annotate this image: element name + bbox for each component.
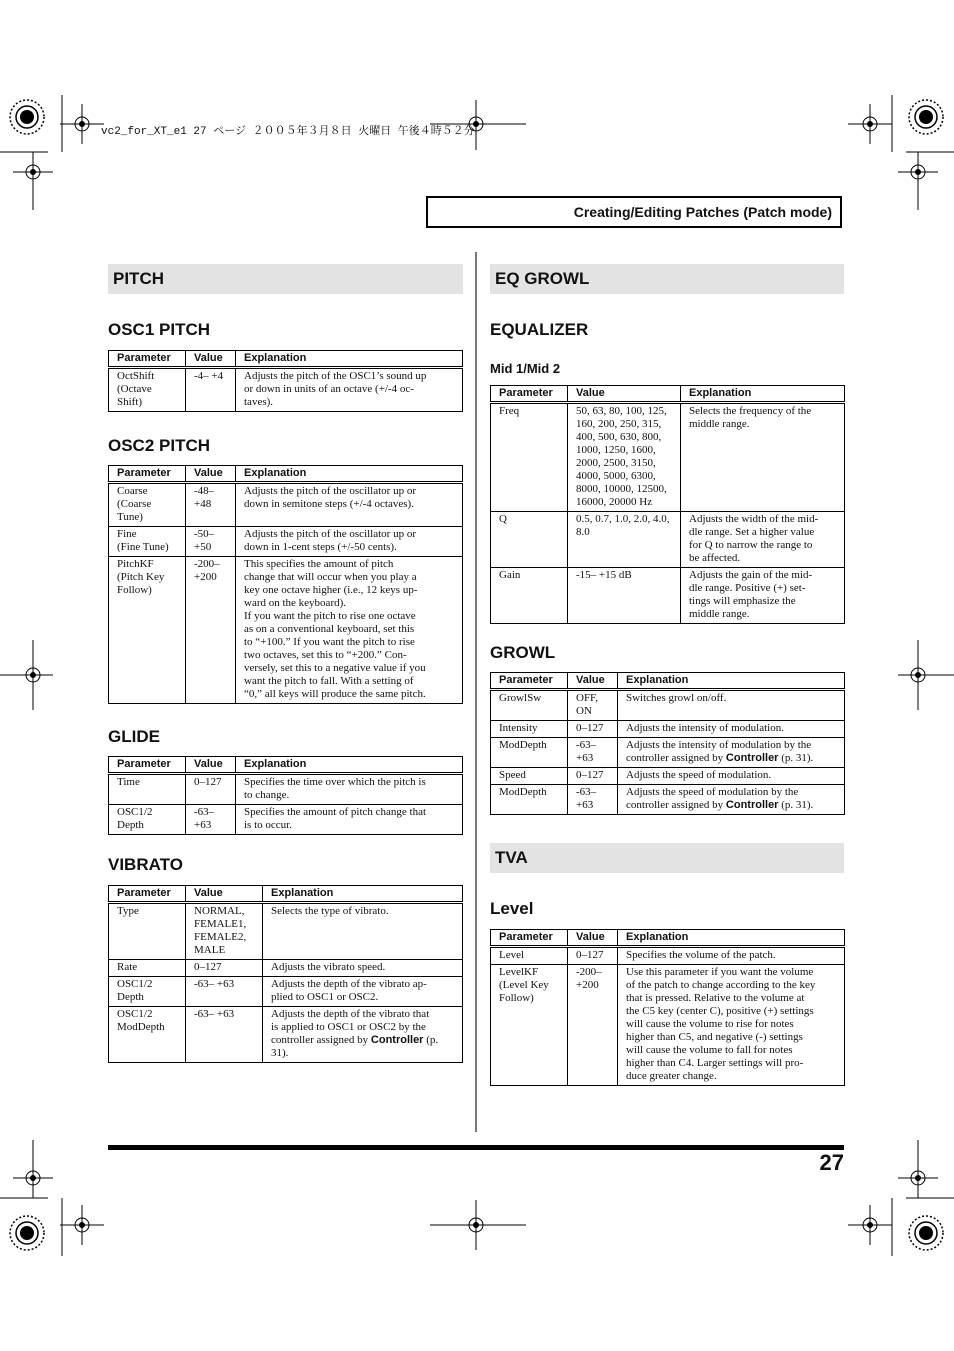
param-cell: OctShift (Octave Shift): [109, 368, 186, 412]
vibrato-title: VIBRATO: [108, 855, 183, 874]
col-header-value: Value: [568, 930, 618, 947]
eq-growl-section-bar: EQ GROWL: [490, 264, 844, 294]
value-cell: -50– +50: [186, 527, 236, 557]
explanation-cell: Specifies the time over which the pitch is to change.: [236, 774, 463, 805]
param-cell: Rate: [109, 960, 186, 977]
value-cell: 0–127: [568, 947, 618, 965]
col-header-explanation: Explanation: [236, 351, 463, 368]
header-title: Creating/Editing Patches (Patch mode): [426, 196, 842, 228]
table-row: [109, 960, 463, 977]
col-header-parameter: Parameter: [109, 466, 186, 483]
value-cell: OFF, ON: [568, 690, 618, 721]
table-row: [109, 805, 463, 835]
col-header-value: Value: [186, 886, 263, 903]
table-row: [109, 368, 463, 412]
explanation-cell: [263, 1007, 463, 1063]
value-cell: -63– +63: [186, 805, 236, 835]
col-header-parameter: Parameter: [109, 886, 186, 903]
explanation-text: Adjusts the speed of modulation by the controller assigned by: [626, 786, 799, 811]
value-cell: -63– +63: [186, 977, 263, 1007]
explanation-cell: Switches growl on/off.: [618, 690, 845, 721]
value-cell: 0.5, 0.7, 1.0, 2.0, 4.0, 8.0: [568, 512, 681, 568]
page-number: 27: [819, 1150, 844, 1175]
growl-table: [490, 672, 845, 815]
value-cell: -63– +63: [568, 785, 618, 815]
param-cell: Fine (Fine Tune): [109, 527, 186, 557]
controller-term: Controller: [725, 752, 779, 764]
col-header-explanation: Explanation: [236, 466, 463, 483]
explanation-cell: Adjusts the speed of modulation.: [618, 768, 845, 785]
table-row: [109, 903, 463, 960]
value-cell: 0–127: [186, 774, 236, 805]
value-cell: -4– +4: [186, 368, 236, 412]
param-cell: OSC1/2 Depth: [109, 805, 186, 835]
col-header-value: Value: [568, 386, 681, 403]
col-header-explanation: Explanation: [618, 673, 845, 690]
explanation-text: (p. 31).: [271, 1034, 439, 1059]
explanation-cell: Specifies the volume of the patch.: [618, 947, 845, 965]
col-header-explanation: Explanation: [618, 930, 845, 947]
explanation-cell: Specifies the amount of pitch change that is to occur.: [236, 805, 463, 835]
table-row: [491, 721, 845, 738]
explanation-cell: Use this parameter if you want the volume of the patch to change according to the key that is pressed. Relative to the volume at the C5 key (center C), positive (+) settings will cause the volume to rise for notes higher than C5, and negative (-) settings will cause the volume to fall for notes higher than C4. Larger settings will pro- duce greater change.: [618, 965, 845, 1086]
col-header-parameter: Parameter: [491, 673, 568, 690]
explanation-cell: Adjusts the depth of the vibrato ap- plied to OSC1 or OSC2.: [263, 977, 463, 1007]
param-cell: OSC1/2 Depth: [109, 977, 186, 1007]
param-cell: Freq: [491, 403, 568, 512]
explanation-cell: Adjusts the pitch of the oscillator up or down in semitone steps (+/-4 octaves).: [236, 483, 463, 527]
explanation-cell: Adjusts the vibrato speed.: [263, 960, 463, 977]
table-row: [491, 568, 845, 624]
value-cell: 0–127: [186, 960, 263, 977]
explanation-cell: Adjusts the gain of the mid- dle range. Positive (+) set- tings will emphasize the middle range.: [681, 568, 845, 624]
param-cell: Coarse (Coarse Tune): [109, 483, 186, 527]
col-header-parameter: Parameter: [491, 386, 568, 403]
value-cell: -200– +200: [568, 965, 618, 1086]
explanation-text: Adjusts the intensity of modulation by the controller assigned by: [626, 739, 812, 764]
explanation-cell: Adjusts the width of the mid- dle range. Set a higher value for Q to narrow the range to be affected.: [681, 512, 845, 568]
explanation-text: (p. 31).: [778, 752, 814, 764]
value-cell: -48– +48: [186, 483, 236, 527]
tva-section-bar: TVA: [490, 843, 844, 873]
table-row: [109, 774, 463, 805]
col-header-explanation: Explanation: [681, 386, 845, 403]
explanation-cell: Adjusts the pitch of the OSC1’s sound up or down in units of an octave (+/-4 oc- taves).: [236, 368, 463, 412]
param-cell: Time: [109, 774, 186, 805]
column-divider: [475, 252, 477, 1132]
table-row: [491, 738, 845, 768]
param-cell: OSC1/2 ModDepth: [109, 1007, 186, 1063]
value-cell: 50, 63, 80, 100, 125, 160, 200, 250, 315, 400, 500, 630, 800, 1000, 1250, 1600, 2000, 2500, 3150, 4000, 5000, 6300, 8000, 10000, 12500, 16000, 20000 Hz: [568, 403, 681, 512]
equalizer-title: EQUALIZER: [490, 320, 589, 339]
explanation-text: (p. 31).: [778, 799, 814, 811]
equalizer-table: [490, 385, 845, 624]
table-row: [491, 947, 845, 965]
value-cell: 0–127: [568, 768, 618, 785]
param-cell: Type: [109, 903, 186, 960]
param-cell: ModDepth: [491, 738, 568, 768]
controller-term: Controller: [370, 1034, 424, 1046]
col-header-value: Value: [568, 673, 618, 690]
table-row: [491, 512, 845, 568]
value-cell: -200– +200: [186, 557, 236, 704]
value-cell: -15– +15 dB: [568, 568, 681, 624]
osc1-pitch-table: [108, 350, 463, 412]
table-row: [491, 768, 845, 785]
osc2-pitch-title: OSC2 PITCH: [108, 436, 211, 455]
explanation-cell: Adjusts the pitch of the oscillator up or down in 1-cent steps (+/-50 cents).: [236, 527, 463, 557]
table-row: [491, 403, 845, 512]
mid-subtitle: Mid 1/Mid 2: [490, 361, 561, 376]
explanation-cell: Selects the frequency of the middle range.: [681, 403, 845, 512]
glide-table: [108, 756, 463, 835]
value-cell: NORMAL, FEMALE1, FEMALE2, MALE: [186, 903, 263, 960]
col-header-explanation: Explanation: [263, 886, 463, 903]
explanation-text: Adjusts the depth of the vibrato that is applied to OSC1 or OSC2 by the controller assigned by: [271, 1008, 430, 1046]
param-cell: PitchKF (Pitch Key Follow): [109, 557, 186, 704]
param-cell: Intensity: [491, 721, 568, 738]
table-row: [109, 557, 463, 704]
col-header-explanation: Explanation: [236, 757, 463, 774]
table-row: [491, 690, 845, 721]
col-header-value: Value: [186, 757, 236, 774]
glide-title: GLIDE: [108, 727, 160, 746]
osc1-pitch-title: OSC1 PITCH: [108, 320, 211, 339]
param-cell: Q: [491, 512, 568, 568]
explanation-cell: [618, 785, 845, 815]
value-cell: -63– +63: [186, 1007, 263, 1063]
param-cell: Gain: [491, 568, 568, 624]
footer-rule: [108, 1145, 844, 1150]
col-header-value: Value: [186, 351, 236, 368]
explanation-cell: This specifies the amount of pitch change that will occur when you play a key one octave higher (i.e., 12 keys up- ward on the keyboard). If you want the pitch to rise one octave as on a conventional keyboard, set this to “+100.” If you want the pitch to rise two octaves, set this to “+200.” Con- versely, set this to a negative value if you want the pitch to fall. With a setting of “0,” all keys will produce the same pitch.: [236, 557, 463, 704]
value-cell: -63– +63: [568, 738, 618, 768]
controller-term: Controller: [725, 799, 779, 811]
growl-title: GROWL: [490, 643, 556, 662]
param-cell: Level: [491, 947, 568, 965]
osc2-pitch-table: [108, 465, 463, 704]
col-header-parameter: Parameter: [491, 930, 568, 947]
table-row: [491, 785, 845, 815]
value-cell: 0–127: [568, 721, 618, 738]
col-header-parameter: Parameter: [109, 351, 186, 368]
level-title: Level: [490, 899, 534, 918]
param-cell: GrowlSw: [491, 690, 568, 721]
table-row: [109, 977, 463, 1007]
col-header-parameter: Parameter: [109, 757, 186, 774]
table-row: [491, 965, 845, 1086]
explanation-cell: Adjusts the intensity of modulation.: [618, 721, 845, 738]
col-header-value: Value: [186, 466, 236, 483]
explanation-cell: Selects the type of vibrato.: [263, 903, 463, 960]
param-cell: LevelKF (Level Key Follow): [491, 965, 568, 1086]
table-row: [109, 527, 463, 557]
table-row: [109, 483, 463, 527]
print-line: vc2_for_XT_e1 27 ページ ２００５年３月８日 火曜日 午後４時５２分: [101, 126, 475, 138]
explanation-cell: [618, 738, 845, 768]
table-row: [109, 1007, 463, 1063]
param-cell: Speed: [491, 768, 568, 785]
param-cell: ModDepth: [491, 785, 568, 815]
pitch-section-bar: PITCH: [108, 264, 463, 294]
vibrato-table: [108, 885, 463, 1063]
level-table: [490, 929, 845, 1086]
